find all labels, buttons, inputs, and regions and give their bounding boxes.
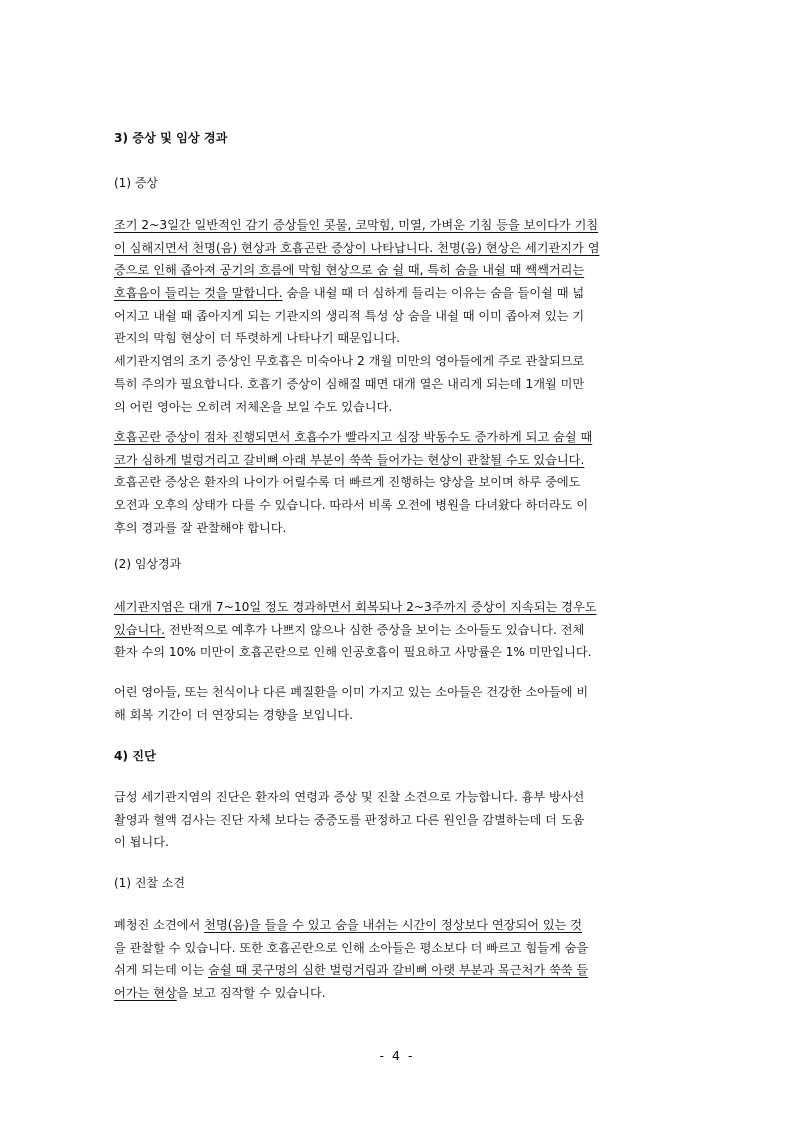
text: 을 보고 짐작할 수 있습니다. [176, 986, 326, 1001]
symptoms-paragraph-2 [114, 426, 680, 539]
text-line: 이 됩니다. [114, 835, 169, 850]
clinical-course-paragraph-1 [114, 596, 680, 664]
text: 숨을 내쉴 때 더 심하게 들리는 이유는 숨을 들이쉴 때 넓 [282, 286, 585, 301]
text-line [114, 914, 680, 937]
text-line: 호흡곤란 증상이 점차 진행되면서 호흡수가 빨라지고 심장 박동수도 증가하게 되고 숨쉴 때 [114, 430, 593, 444]
text-line [114, 282, 680, 305]
clinical-course-paragraph-2 [114, 681, 680, 726]
text: 쉬게 되는데 이는 [114, 963, 209, 978]
text-line [114, 982, 680, 1005]
text-line: 어린 영아들, 또는 천식이나 다른 폐질환을 이미 가지고 있는 소아들은 건강한 소아들에 비 [114, 685, 589, 699]
text-line: 이 심해지면서 천명(음) 현상과 호흡곤란 증상이 나타납니다. 천명(음) 현상은 세기관지가 염 [114, 240, 600, 255]
section-3-1-heading: (1) 증상 [114, 176, 158, 190]
text-line: 어지고 내쉴 때 좁아지게 되는 기관지의 생리적 특성 상 숨을 내쉴 때 이미 좁아져 있는 기 [114, 308, 585, 323]
underlined-text: 호흡음이 들리는 것을 말합니다. [114, 286, 283, 301]
examination-paragraph [114, 914, 680, 1005]
text-line: 촬영과 혈액 검사는 진단 자체 보다는 중증도를 판정하고 다른 원인을 감별하는데 더 도움 [114, 812, 585, 827]
text-line: 관지의 막힘 현상이 더 뚜렷하게 나타나기 때문입니다. [114, 331, 401, 346]
section-3-2-heading: (2) 임상경과 [114, 557, 182, 571]
section-4-heading: 4) 진단 [114, 749, 156, 763]
text: 폐청진 소견에서 [114, 918, 205, 932]
text-line: 특히 주의가 필요합니다. 호흡기 증상이 심해질 때면 대개 열은 내리게 되는데 1개월 미만 [114, 376, 585, 391]
diagnosis-paragraph [114, 786, 680, 854]
text-line: 후의 경과를 잘 관찰해야 합니다. [114, 520, 287, 535]
section-4-1-heading: (1) 진찰 소견 [114, 876, 185, 890]
text-line: 의 어린 영아는 오히려 저체온을 보일 수도 있습니다. [114, 399, 393, 414]
text-line: 세기관지염은 대개 7~10일 정도 경과하면서 회복되나 2~3주까지 증상이 지속되는 경우도 [114, 600, 597, 614]
text-line: 해 회복 기간이 더 연장되는 경향을 보입니다. [114, 707, 354, 722]
symptoms-paragraph-1 [114, 214, 680, 418]
text-line [114, 959, 680, 982]
text-line: 급성 세기관지염의 진단은 환자의 연령과 증상 및 진찰 소견으로 가능합니다. 흉부 방사선 [114, 790, 585, 804]
text-line: 환자 수의 10% 미만이 호흡곤란으로 인해 인공호흡이 필요하고 사망률은 1% 미만입니다. [114, 645, 592, 660]
underlined-text: 어가는 현상 [114, 986, 177, 1001]
page-number: - 4 - [379, 1048, 415, 1063]
text-line: 세기관지염의 조기 증상인 무호흡은 미숙아나 2 개월 미만의 영아들에게 주로 관찰되므로 [114, 354, 585, 369]
underlined-text: 있습니다. [114, 622, 165, 637]
text-line: 을 관찰할 수 있습니다. 또한 호흡곤란으로 인해 소아들은 평소보다 더 빠르고 힘들게 숨을 [114, 940, 589, 955]
text-line: 코가 심하게 벌렁거리고 갈비뼈 아래 부분이 쑥쑥 들어가는 현상이 관찰될 수도 있습니다. [114, 452, 585, 467]
underlined-text: 천명(음)을 들을 수 있고 숨을 내쉬는 시간이 정상보다 연장되어 있는 것 [204, 918, 583, 932]
text-line: 조기 2~3일간 일반적인 감기 증상들인 콧물, 코막힘, 미열, 가벼운 기침 등을 보이다가 기침 [114, 218, 599, 232]
section-3-heading: 3) 증상 및 임상 경과 [114, 131, 228, 145]
text-line: 호흡곤란 증상은 환자의 나이가 어릴수록 더 빠르게 진행하는 양상을 보이며 하루 중에도 [114, 475, 581, 490]
underlined-text: 숨쉴 때 콧구멍의 심한 벌렁거림과 갈비뼈 아랫 부분과 목근처가 쑥쑥 들 [208, 963, 589, 978]
text: 전반적으로 예후가 나쁘지 않으나 심한 증상을 보이는 소아들도 있습니다. 전체 [164, 622, 585, 637]
text-line: 오전과 오후의 상태가 다를 수 있습니다. 따라서 비록 오전에 병원을 다녀왔다 하더라도 이 [114, 498, 589, 513]
text-line: 증으로 인해 좁아져 공기의 흐름에 막힘 현상으로 숨 쉴 때, 특히 숨을 내쉴 때 쌕쌕거리는 [114, 263, 585, 278]
text-line [114, 619, 680, 642]
